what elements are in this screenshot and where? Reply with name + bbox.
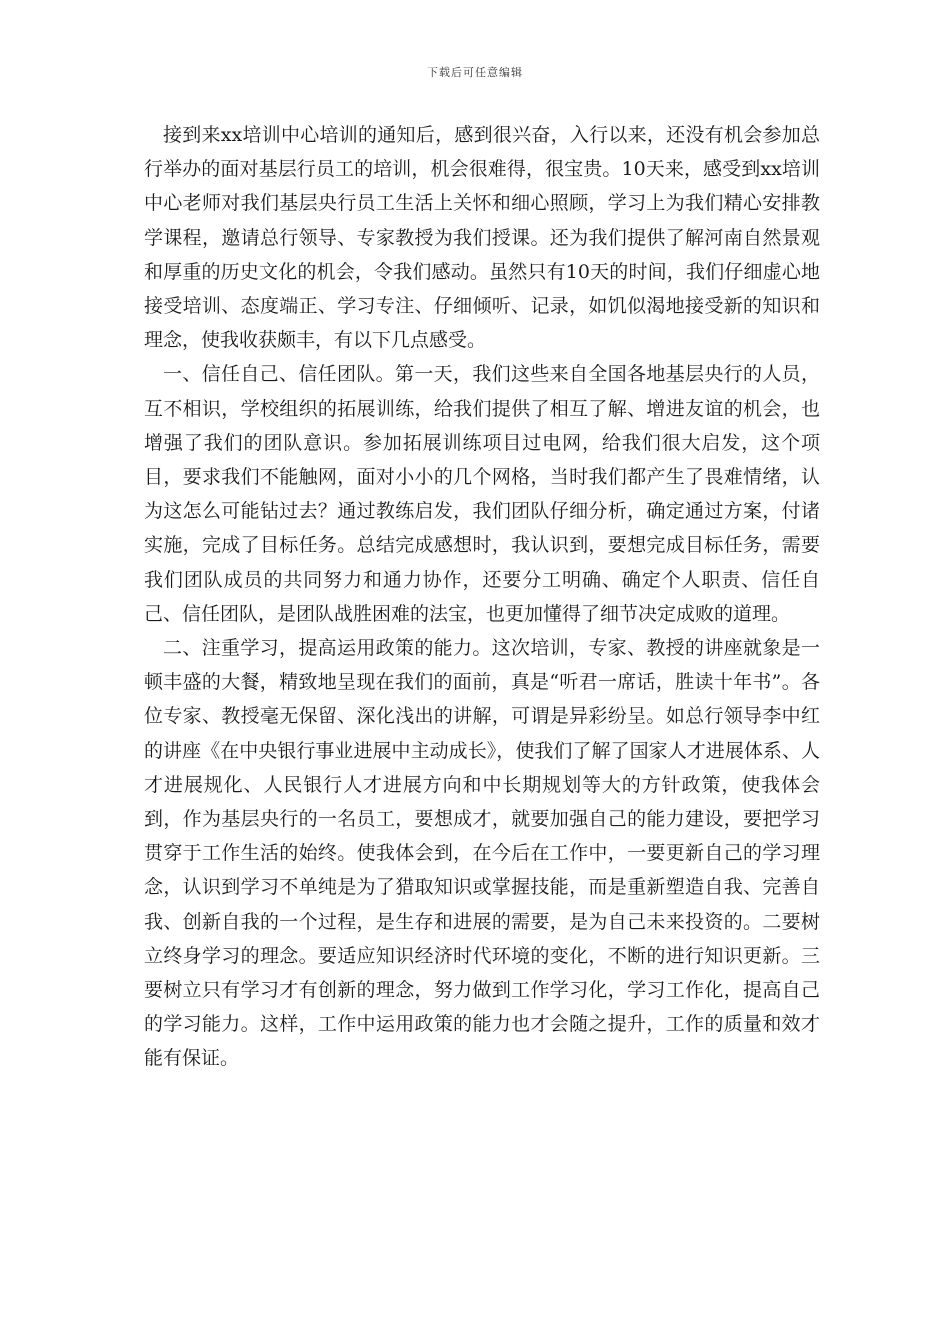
paragraph-section-two: 二、注重学习，提高运用政策的能力。这次培训，专家、教授的讲座就象是一顿丰盛的大餐，精致地呈现在我们的面前，真是“听君一席话，胜读十年书”。各位专家、教授毫无保留、深化浅出的讲解，可谓是异彩纷呈。如总行领导李中红的讲座《在中央银行事业进展中主动成长》，使我们了解了国家人才进展体系、人才进展规化、人民银行人才进展方向和中长期规划等大的方针政策，使我体会到，作为基层央行的一名员工，要想成才，就要加强自己的能力建设，要把学习贯穿于工作生活的始终。使我体会到，在今后在工作中，一要更新自己的学习理念，认识到学习不单纯是为了猎取知识或掌握技能，而是重新塑造自我、完善自我、创新自我的一个过程，是生存和进展的需要，是为自己未来投资的。二要树立终身学习的理念。要适应知识经济时代环境的变化，不断的进行知识更新。三要树立只有学习才有创新的理念，努力做到工作学习化，学习工作化，提高自己的学习能力。这样，工作中运用政策的能力也才会随之提升，工作的质量和效才能有保证。 xyxy=(144,637,820,1070)
page-header: 下载后可任意编辑 xyxy=(427,66,523,79)
paragraph-intro: 接到来xx培训中心培训的通知后，感到很兴奋，入行以来，还没有机会参加总行举办的面对基层行员工的培训，机会很难得，很宝贵。10天来，感受到xx培训中心老师对我们基层央行员工生活上关怀和细心照顾，学习上为我们精心安排教学课程，邀请总行领导、专家教授为我们授课。还为我们提供了解河南自然景观和厚重的历史文化的机会，令我们感动。虽然只有10天的时间，我们仔细虚心地接受培训、态度端正、学习专注、仔细倾听、记录，如饥似渴地接受新的知识和理念，使我收获颇丰，有以下几点感受。 xyxy=(144,124,820,352)
paragraph-section-one: 一、信任自己、信任团队。第一天，我们这些来自全国各地基层央行的人员，互不相识，学校组织的拓展训练，给我们提供了相互了解、增进友谊的机会，也增强了我们的团队意识。参加拓展训练项目过电网，给我们很大启发，这个项目，要求我们不能触网，面对小小的几个网格，当时我们都产生了畏难情绪，认为这怎么可能钻过去？通过教练启发，我们团队仔细分析，确定通过方案，付诸实施，完成了目标任务。总结完成感想时，我认识到，要想完成目标任务，需要我们团队成员的共同努力和通力协作，还要分工明确、确定个人职责、信任自己、信任团队，是团队战胜困难的法宝，也更加懂得了细节决定成败的道理。 xyxy=(144,363,820,625)
document-body xyxy=(144,118,820,1076)
